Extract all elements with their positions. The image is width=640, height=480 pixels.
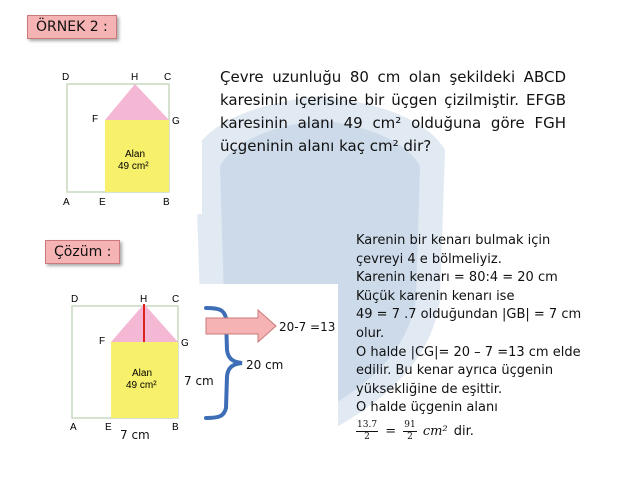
point-g-solution: G (181, 338, 189, 349)
solution-line: 49 = 7 .7 olduğundan |GB| = 7 cm (356, 307, 582, 323)
point-a-solution: A (70, 422, 77, 433)
point-c: C (164, 72, 172, 83)
area-label-solution: Alan (132, 368, 153, 379)
fraction-2-denominator: 2 (407, 431, 413, 442)
point-a: A (63, 197, 70, 208)
brace-text: 20 cm (246, 358, 284, 372)
solution-text (356, 232, 626, 443)
problem-text: Çevre uzunluğu 80 cm olan şekildeki ABCD karesinin içerisine bir üçgen çizilmiştir. EFGB karesinin alanı 49 cm² olduğuna göre FGH üçgeninin alanı kaç cm² dir? (220, 68, 566, 155)
point-f: F (92, 114, 99, 125)
solution-line: yüksekliğine de eşittir. (356, 381, 503, 397)
point-h-solution: H (140, 294, 148, 305)
fraction-1-denominator: 2 (364, 431, 370, 442)
solution-line: O halde |CG|= 20 – 7 =13 cm elde (356, 344, 581, 360)
arrow-text: 20-7 =13 (279, 320, 336, 334)
point-f-solution: F (99, 336, 106, 347)
fraction-2-numerator: 91 (404, 419, 416, 430)
point-e-solution: E (105, 422, 112, 433)
side-length-text: 7 cm (184, 374, 214, 388)
area-label: Alan (125, 149, 146, 160)
fraction-1-numerator: 13.7 (357, 419, 378, 430)
area-unit: cm² (422, 423, 448, 439)
solution-line: edilir. Bu kenar ayrıca üçgenin (356, 363, 554, 379)
point-b-solution: B (172, 422, 179, 433)
solution-line: O halde üçgenin alanı (356, 400, 498, 416)
solution-line: Küçük karenin kenarı ise (356, 288, 515, 304)
area-value-solution: 49 cm² (126, 380, 157, 391)
fraction-2 (403, 420, 416, 443)
equals-sign: = (385, 423, 397, 439)
solution-line: çevreyi 4 e bölmeliyiz. (356, 251, 502, 267)
bottom-length-text: 7 cm (120, 428, 150, 442)
point-c-solution: C (172, 294, 180, 305)
solution-label: Çözüm : (45, 240, 120, 264)
area-value: 49 cm² (118, 161, 149, 172)
point-h: H (131, 72, 139, 83)
solution-line: Karenin kenarı = 80:4 = 20 cm (356, 270, 558, 286)
final-formula (356, 420, 626, 443)
solution-line: Karenin bir kenarı bulmak için (356, 233, 551, 248)
solution-line: olur. (356, 325, 385, 341)
point-d: D (62, 72, 70, 83)
final-suffix: dir. (453, 423, 474, 439)
point-d-solution: D (71, 294, 79, 305)
arrow-to-cg (206, 310, 276, 342)
point-b: B (163, 197, 170, 208)
fraction-1 (356, 420, 378, 443)
example-label: ÖRNEK 2 : (27, 15, 117, 39)
point-g: G (172, 116, 180, 127)
point-e: E (99, 197, 106, 208)
